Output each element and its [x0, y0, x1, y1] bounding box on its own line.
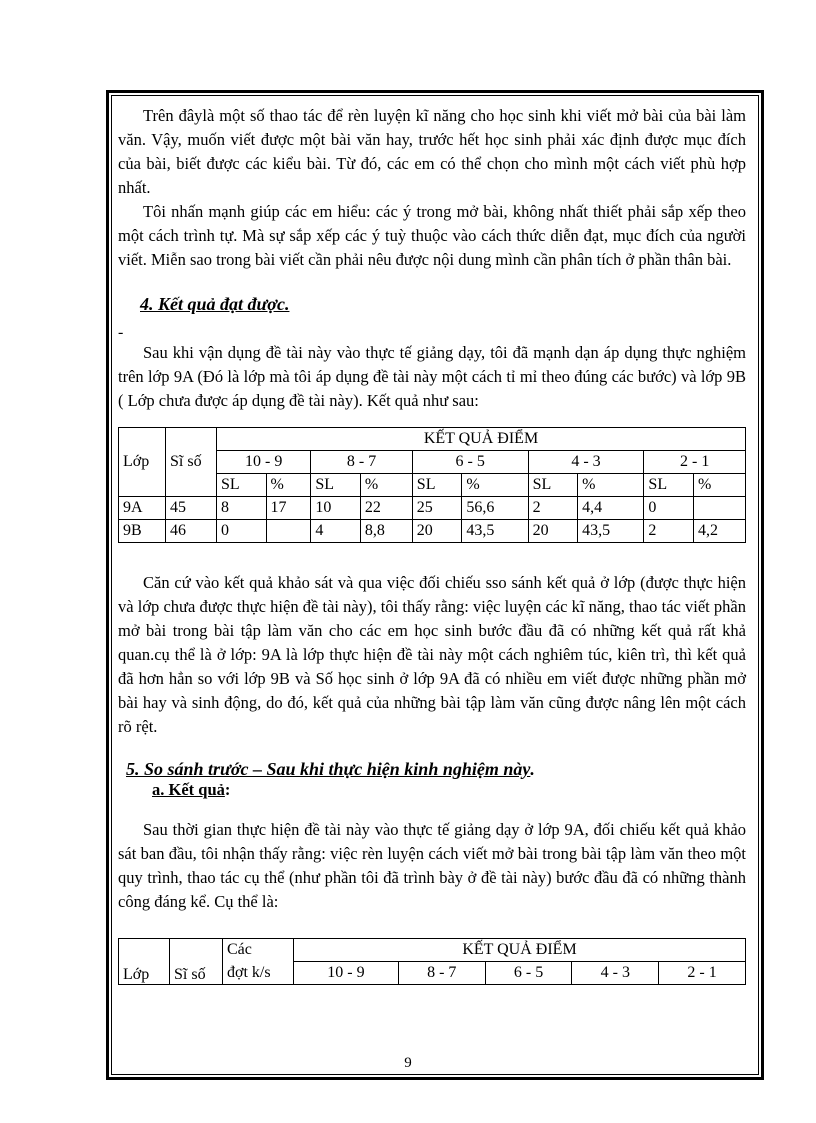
cell: 43,5 — [578, 520, 644, 543]
range-header: 8 - 7 — [398, 962, 485, 985]
range-header: 10 - 9 — [294, 962, 399, 985]
cell: 4 — [311, 520, 361, 543]
subheading-a-text: a. Kết quả — [152, 780, 225, 799]
cell — [693, 497, 745, 520]
sl-header: SL — [311, 474, 361, 497]
header-siso: Sĩ số — [170, 939, 223, 985]
cell: 20 — [412, 520, 462, 543]
cell: 0 — [644, 497, 694, 520]
cell: 0 — [217, 520, 267, 543]
cell: 8,8 — [360, 520, 412, 543]
cell — [266, 520, 311, 543]
range-header: 2 - 1 — [644, 451, 746, 474]
range-header: 2 - 1 — [659, 962, 746, 985]
page-number: 9 — [404, 1055, 412, 1071]
cell-siso: 45 — [166, 497, 217, 520]
results-table-2 — [118, 938, 746, 985]
heading-comparison-tail: . — [530, 759, 535, 779]
dash-mark: - — [118, 324, 124, 341]
cell: 8 — [217, 497, 267, 520]
pct-header: % — [360, 474, 412, 497]
paragraph-2: Tôi nhấn mạnh giúp các em hiểu: các ý trong mở bài, không nhất thiết phải sắp xếp theo một cách trình tự. Mà sự sắp xếp các ý tuỳ thuộc vào cách thức diễn đạt, mục đích của người viết. Miễn sao trong bài viết cần phải nêu được nội dung mình cần phân tích ở phần thân bài. — [118, 202, 746, 269]
cell: 17 — [266, 497, 311, 520]
heading-results: 4. Kết quả đạt được. — [140, 294, 290, 314]
heading-comparison — [126, 759, 746, 780]
header-dot-top: Các — [223, 939, 294, 962]
cell: 4,4 — [578, 497, 644, 520]
sl-header: SL — [412, 474, 462, 497]
paragraph-3: Sau khi vận dụng đề tài này vào thực tế giảng dạy, tôi đã mạnh dạn áp dụng thực nghiệm trên lớp 9A (Đó là lớp mà tôi áp dụng đề tài này một cách tỉ mỉ theo đúng các bước) và lớp 9B ( Lớp chưa được áp dụng đề tài này). Kết quả như sau: — [118, 343, 746, 410]
document-body — [118, 104, 746, 985]
range-header: 4 - 3 — [528, 451, 644, 474]
header-siso: Sĩ số — [166, 428, 217, 497]
pct-header: % — [693, 474, 745, 497]
range-header: 6 - 5 — [485, 962, 572, 985]
cell: 56,6 — [462, 497, 528, 520]
paragraph-4: Căn cứ vào kết quả khảo sát và qua việc đối chiếu sso sánh kết quả ở lớp (được thực hiện và lớp chưa được thực hiện đề tài này), tôi thấy rằng: việc luyện các kĩ năng, thao tác viết phần mở bài trong bài tập làm văn cho các em học sinh bước đầu đã có những kết quả rất khả quan.cụ thể là ở lớp: 9A là lớp thực hiện đề tài này một cách nghiêm túc, kiên trì, thì kết quả đã hơn hẳn so với lớp 9B và Số học sinh ở lớp 9A đã có nhiều em viết được những phần mở bài hay và sinh động, do đó, kết quả của những bài tập làm văn cũng được nâng lên một cách rõ rệt. — [118, 573, 746, 736]
paragraph-5: Sau thời gian thực hiện đề tài này vào thực tế giảng dạy ở lớp 9A, đối chiếu kết quả khảo sát ban đầu, tôi nhận thấy rằng: việc rèn luyện cách viết mở bài trong bài tập làm văn theo một quy trình, thao tác cụ thể (như phần tôi đã trình bày ở đề tài này) bước đầu đã có những thành công đáng kể. Cụ thể là: — [118, 820, 746, 911]
table-row — [119, 520, 746, 543]
header-dot-bottom: đợt k/s — [223, 962, 294, 985]
cell: 10 — [311, 497, 361, 520]
header-result: KẾT QUẢ ĐIỂM — [294, 939, 746, 962]
subheading-a — [152, 780, 746, 800]
range-header: 8 - 7 — [311, 451, 412, 474]
cell: 2 — [644, 520, 694, 543]
paragraph-1: Trên đâylà một số thao tác để rèn luyện kĩ năng cho học sinh khi viết mở bài của bài làm văn. Vậy, muốn viết được một bài văn hay, trước hết học sinh phải xác định được mục đích của bài, biết được các kiểu bài. Từ đó, các em có thể chọn cho mình một cách viết phù hợp nhất. — [118, 106, 746, 197]
cell: 43,5 — [462, 520, 528, 543]
cell-lop: 9B — [119, 520, 166, 543]
pct-header: % — [462, 474, 528, 497]
subheading-a-colon: : — [224, 780, 231, 799]
sl-header: SL — [528, 474, 578, 497]
range-header: 10 - 9 — [217, 451, 311, 474]
table-row — [119, 497, 746, 520]
range-header: 6 - 5 — [412, 451, 528, 474]
pct-header: % — [578, 474, 644, 497]
cell-siso: 46 — [166, 520, 217, 543]
heading-comparison-text: 5. So sánh trước – Sau khi thực hiện kinh nghiệm này — [126, 759, 531, 779]
header-lop: Lớp — [119, 428, 166, 497]
cell: 20 — [528, 520, 578, 543]
sl-header: SL — [217, 474, 267, 497]
header-lop: Lớp — [119, 939, 170, 985]
header-result: KẾT QUẢ ĐIỂM — [217, 428, 746, 451]
cell-lop: 9A — [119, 497, 166, 520]
range-header: 4 - 3 — [572, 962, 659, 985]
pct-header: % — [266, 474, 311, 497]
cell: 25 — [412, 497, 462, 520]
cell: 22 — [360, 497, 412, 520]
results-table-1 — [118, 427, 746, 543]
sl-header: SL — [644, 474, 694, 497]
cell: 2 — [528, 497, 578, 520]
cell: 4,2 — [693, 520, 745, 543]
